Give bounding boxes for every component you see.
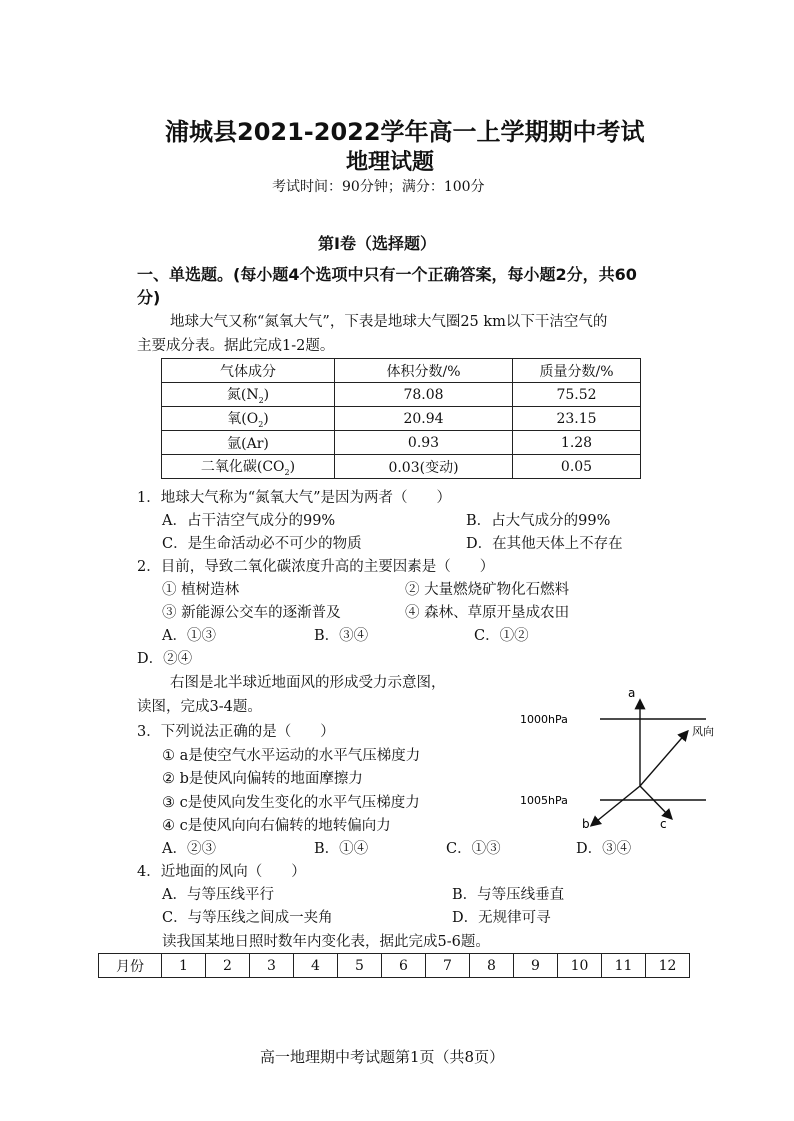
month-cell: 5 <box>338 954 382 978</box>
table-row <box>162 383 641 407</box>
mass-cell: 1.28 <box>513 431 641 455</box>
wind-direction-label: 风向 <box>692 725 714 738</box>
exam-info: 考试时间：90分钟；满分：100分 <box>272 179 485 195</box>
mass-cell: 0.05 <box>513 455 641 479</box>
isobar-1000-label: 1000hPa <box>520 713 568 726</box>
month-cell: 2 <box>206 954 250 978</box>
month-cell: 12 <box>646 954 690 978</box>
q4-option-b: B．与等压线垂直 <box>452 887 565 903</box>
q4-stem: 4．近地面的风向（ ） <box>137 864 306 880</box>
wind-force-diagram <box>515 683 730 833</box>
month-cell: 6 <box>382 954 426 978</box>
gas-name-cell: 二氧化碳$(CO_2)$ <box>162 455 335 479</box>
intro2-line1: 右图是北半球近地面风的形成受力示意图， <box>170 675 446 691</box>
gas-name-cell: 氩(Ar) <box>162 431 335 455</box>
q2-item-2: ② 大量燃烧矿物化石燃料 <box>405 582 570 598</box>
q4-option-d: D．无规律可寻 <box>452 910 551 926</box>
month-cell: 8 <box>470 954 514 978</box>
gas-composition-table <box>161 358 641 479</box>
volume-heading: 第Ⅰ卷（选择题） <box>318 234 436 253</box>
exam-title: 浦城县2021-2022学年高一上学期期中考试 <box>165 118 645 146</box>
intro1-line2: 主要成分表。据此完成1-2题。 <box>137 338 335 354</box>
table-row <box>162 455 641 479</box>
intro3: 读我国某地日照时数年内变化表，据此完成5-6题。 <box>162 934 490 950</box>
table-header: 质量分数/% <box>513 359 641 383</box>
volume-cell: 0.03(变动) <box>335 455 513 479</box>
q1-option-d: D．在其他天体上不存在 <box>466 536 623 552</box>
force-label-a: a <box>628 686 636 700</box>
force-arrow-b <box>592 786 640 825</box>
q3-option-d: D．③④ <box>576 841 632 857</box>
q2-item-4: ④ 森林、草原开垦成农田 <box>405 605 570 621</box>
intro2-line2: 读图，完成3-4题。 <box>137 699 262 715</box>
q2-option-b: B．③④ <box>314 628 369 644</box>
q3-item-2: ② b是使风向偏转的地面摩擦力 <box>162 771 363 787</box>
table-row <box>162 407 641 431</box>
q3-option-a: A．②③ <box>162 841 216 857</box>
q2-option-d: D．②④ <box>137 651 193 667</box>
q3-item-4: ④ c是使风向向右偏转的地转偏向力 <box>162 818 391 834</box>
volume-cell: 20.94 <box>335 407 513 431</box>
q1-option-a: A．占干洁空气成分的99% <box>162 513 336 529</box>
month-cell: 9 <box>514 954 558 978</box>
table-header-row <box>162 359 641 383</box>
force-arrow-c <box>640 786 671 818</box>
intro1-line1: 地球大气又称“氮氧大气”，下表是地球大气圈25 km以下干洁空气的 <box>170 314 608 330</box>
mass-cell: 23.15 <box>513 407 641 431</box>
force-label-c: c <box>660 817 667 831</box>
section-heading-line1: 一、单选题。(每小题4个选项中只有一个正确答案，每小题2分，共60 <box>137 265 637 284</box>
q3-option-c: C．①③ <box>446 841 501 857</box>
sunshine-month-table <box>98 953 690 978</box>
table-row <box>162 431 641 455</box>
q2-item-1: ① 植树造林 <box>162 582 240 598</box>
table-row <box>99 954 690 978</box>
volume-cell: 0.93 <box>335 431 513 455</box>
month-cell: 1 <box>162 954 206 978</box>
month-cell: 4 <box>294 954 338 978</box>
subject-title: 地理试题 <box>346 150 435 175</box>
gas-name-cell: 氮$(N_2)$ <box>162 383 335 407</box>
q1-stem: 1．地球大气称为“氮氧大气”是因为两者（ ） <box>137 490 452 506</box>
q2-item-3: ③ 新能源公交车的逐渐普及 <box>162 605 341 621</box>
q3-item-3: ③ c是使风向发生变化的水平气压梯度力 <box>162 795 420 811</box>
month-cell: 7 <box>426 954 470 978</box>
month-header-cell: 月份 <box>99 954 162 978</box>
month-cell: 11 <box>602 954 646 978</box>
q3-stem: 3．下列说法正确的是（ ） <box>137 724 335 740</box>
q3-option-b: B．①④ <box>314 841 369 857</box>
q1-option-b: B．占大气成分的99% <box>466 513 611 529</box>
month-cell: 10 <box>558 954 602 978</box>
table-header: 气体成分 <box>162 359 335 383</box>
isobar-1005-label: 1005hPa <box>520 794 568 807</box>
section-heading-line2: 分) <box>137 288 161 307</box>
q2-option-c: C．①② <box>474 628 529 644</box>
wind-direction-arrow <box>640 732 687 786</box>
q4-option-c: C．与等压线之间成一夹角 <box>162 910 333 926</box>
month-cell: 3 <box>250 954 294 978</box>
q3-item-1: ① a是使空气水平运动的水平气压梯度力 <box>162 748 421 764</box>
gas-name-cell: 氧$(O_2)$ <box>162 407 335 431</box>
mass-cell: 75.52 <box>513 383 641 407</box>
table-header: 体积分数/% <box>335 359 513 383</box>
q2-option-a: A．①③ <box>162 628 216 644</box>
q2-stem: 2．目前，导致二氧化碳浓度升高的主要因素是（ ） <box>137 559 495 575</box>
q4-option-a: A．与等压线平行 <box>162 887 274 903</box>
force-label-b: b <box>582 817 590 831</box>
volume-cell: 78.08 <box>335 383 513 407</box>
q1-option-c: C．是生命活动必不可少的物质 <box>162 536 362 552</box>
page-footer: 高一地理期中考试题第1页（共8页） <box>260 1048 505 1066</box>
